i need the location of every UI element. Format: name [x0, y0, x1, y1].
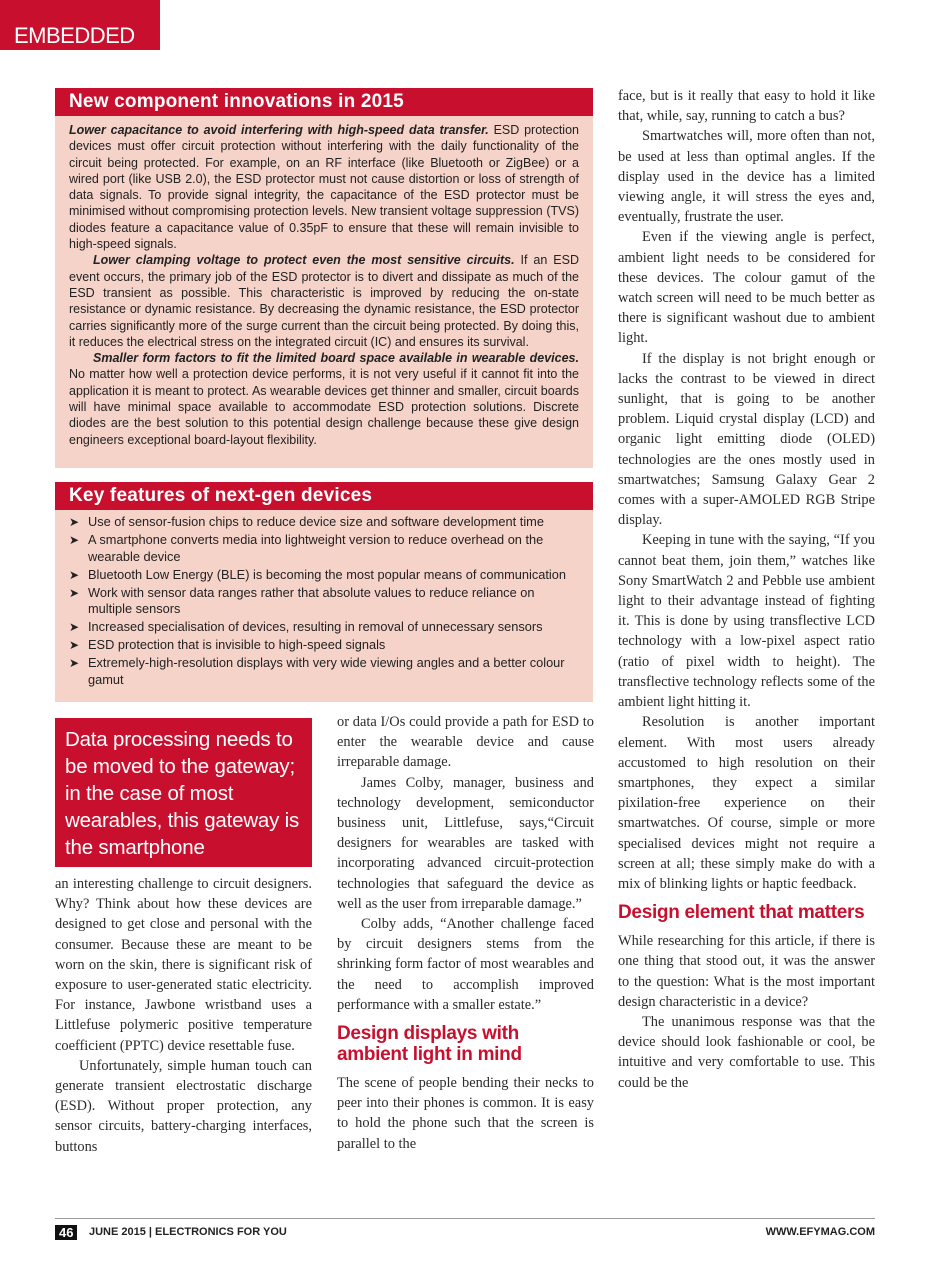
- section-heading: Design element that matters: [618, 902, 865, 924]
- innovations-paragraph: [69, 122, 579, 252]
- body-paragraph: Even if the viewing angle is perfect, ambient light needs to be considered for these devices. The colour gamut of the watch screen will need to be much better as there is significant washout due to ambient light.: [618, 229, 875, 347]
- list-item: [69, 532, 579, 565]
- innovations-lead: Lower clamping voltage to protect even the most sensitive circuits.: [93, 253, 515, 268]
- list-item: [69, 619, 579, 636]
- body-paragraph: If the display is not bright enough or lacks the contrast to be viewed in direct sunlight, that is going to be another problem. Liquid crystal display (LCD) and organic light emitting diode (OLED) technologies are the ones mostly used in smartwatches; Samsung Galaxy Gear 2 comes with a super-AMOLED RGB Stripe display.: [618, 350, 875, 529]
- innovations-box: [55, 88, 593, 468]
- list-item: [69, 655, 579, 688]
- body-paragraph: face, but is it really that easy to hold it like that, while, say, running to catch a bus?: [618, 88, 875, 125]
- list-item-text: Work with sensor data ranges rather that absolute values to reduce reliance on multiple sensors: [88, 584, 535, 616]
- article-column-3: [618, 86, 875, 1093]
- innovations-lead: Smaller form factors to fit the limited board space available in wearable devices.: [93, 351, 579, 366]
- arrow-bullet-icon: ➤: [69, 567, 80, 582]
- innovations-paragraph: [69, 252, 579, 350]
- features-title: Key features of next-gen devices: [55, 482, 593, 510]
- article-column-1: [55, 874, 312, 1157]
- article-column-2: [337, 712, 594, 1154]
- body-paragraph: Keeping in tune with the saying, “If you cannot beat them, join them,” watches like Sony SmartWatch 2 and Pebble use ambient light to their advantage instead of fighting it. This is done by using transflective LCD technology with a low-pixel aspect ratio (ratio of pixel width to height). The transflective technology reflects some of the ambient light hitting it.: [618, 532, 875, 711]
- body-paragraph: Colby adds, “Another challenge faced by circuit designers stems from the shrinking form factor of most wearables and the need to accomplish improved performance with a smaller estate.”: [337, 916, 594, 1013]
- page-number: 46: [55, 1225, 77, 1240]
- body-paragraph: an interesting challenge to circuit designers. Why? Think about how these devices are designed to get close and personal with the consumer. Because these are meant to be worn on the skin, there is significant risk of exposure to user-generated static electricity. For instance, Jawbone wristband uses a Littlefuse polymeric positive temperature coefficient (PPTC) device resettable fuse.: [55, 876, 312, 1054]
- list-item-text: Increased specialisation of devices, resulting in removal of unnecessary sensors: [88, 619, 543, 634]
- list-item-text: ESD protection that is invisible to high-speed signals: [88, 637, 386, 652]
- features-list: [55, 510, 593, 688]
- body-paragraph: James Colby, manager, business and technology development, semiconductor business unit, Littlefuse, says,“Circuit designers for wearables are tasked with incorporating advanced circuit-protection technologies that safeguard the device as well as the user from irreparable damage.”: [337, 774, 594, 912]
- list-item: [69, 567, 579, 584]
- list-item: [69, 514, 579, 531]
- body-paragraph: or data I/Os could provide a path for ESD to enter the wearable device and cause irreparable damage.: [337, 714, 594, 771]
- list-item-text: Use of sensor-fusion chips to reduce device size and software development time: [88, 514, 544, 529]
- list-item-text: Bluetooth Low Energy (BLE) is becoming the most popular means of communication: [88, 566, 566, 582]
- body-paragraph: Unfortunately, simple human touch can generate transient electrostatic discharge (ESD). Without proper protection, any sensor circuits, battery-charging interfaces, buttons: [55, 1057, 312, 1155]
- section-tag: [0, 0, 160, 50]
- page-footer: [55, 1218, 875, 1240]
- innovations-lead: Lower capacitance to avoid interfering with high-speed data transfer.: [69, 123, 489, 137]
- body-paragraph: The unanimous response was that the device should look fashionable or cool, be intuitive and very comfortable to use. This could be the: [618, 1013, 875, 1091]
- issue-info: JUNE 2015 | ELECTRONICS FOR YOU: [89, 1226, 287, 1238]
- section-heading: Design displays with ambient light in mind: [337, 1023, 522, 1066]
- arrow-bullet-icon: ➤: [69, 620, 80, 634]
- innovations-text: If an ESD event occurs, the primary job of the ESD protector is to divert and dissipate as much of the ESD transient as possible. This characteristic is improved by reducing the on-state resistance or dynamic resistance. By decreasing the dynamic resistance, the ESD protector carries significantly more of the surge current than the circuit being protected. By doing this, it reduces the electrical stress on the integrated circuit (IC) and ensures its survival.: [69, 253, 579, 349]
- innovations-title: New component innovations in 2015: [55, 88, 593, 116]
- body-paragraph: Resolution is another important element. With most users already accustomed to high resolution on their smartphones, they expect a similar pixilation-free experience on their smartwatches. Of course, simple or more specialised devices might not require a screen at all; these simply make do with a mix of blinking lights or haptic feedback.: [618, 714, 875, 892]
- features-box: [55, 482, 593, 702]
- website-link[interactable]: WWW.EFYMAG.COM: [765, 1226, 875, 1238]
- list-item: [69, 585, 579, 618]
- arrow-bullet-icon: ➤: [69, 638, 80, 652]
- body-paragraph: Smartwatches will, more often than not, be used at less than optimal angles. If the display used in the device has a limited viewing angle, it will stress the eyes and, eventually, frustrate the user.: [618, 128, 875, 226]
- arrow-bullet-icon: ➤: [69, 533, 80, 547]
- arrow-bullet-icon: ➤: [69, 585, 80, 600]
- list-item-text: Extremely-high-resolution displays with very wide viewing angles and a better colour gamut: [88, 655, 565, 687]
- list-item-text: A smartphone converts media into lightweight version to reduce overhead on the wearable device: [88, 532, 544, 564]
- arrow-bullet-icon: ➤: [69, 656, 80, 670]
- innovations-text: No matter how well a protection device performs, it is not very useful if it cannot fit into the application it is meant to protect. As wearable devices get thinner and smaller, circuit boards will have minimal space available to accommodate ESD protection solutions. Discrete diodes are the best solution to this potential design challenge because these give design engineers exceptional board-layout flexibility.: [69, 367, 579, 447]
- body-paragraph: The scene of people bending their necks to peer into their phones is common. It is easy to hold the phone such that the screen is parallel to the: [337, 1075, 594, 1152]
- arrow-bullet-icon: ➤: [69, 515, 80, 529]
- section-tag-label: EMBEDDED: [14, 23, 135, 48]
- body-paragraph: While researching for this article, if there is one thing that stood out, it was the answer to the question: What is the most important design characteristic in a device?: [618, 933, 875, 1010]
- innovations-text: ESD protection devices must offer circuit protection without interfering with the daily functionality of the circuit being protected. For example, on an RF interface (like Bluetooth or ZigBee) or a wired port (like USB 2.0), the ESD protector must not cause distortion or loss of strength of data signals. To provide signal integrity, the capacitance of the ESD protector must be minimised without compromising protection levels. New transient voltage suppression (TVS) diodes feature a capacitance value of 0.35pF to ensure that these will remain invisible to high-speed signals.: [69, 123, 579, 252]
- innovations-paragraph: [69, 350, 579, 448]
- list-item: [69, 637, 579, 654]
- pull-quote: Data processing needs to be moved to the gateway; in the case of most wearables, this gateway is the smartphone: [55, 718, 312, 867]
